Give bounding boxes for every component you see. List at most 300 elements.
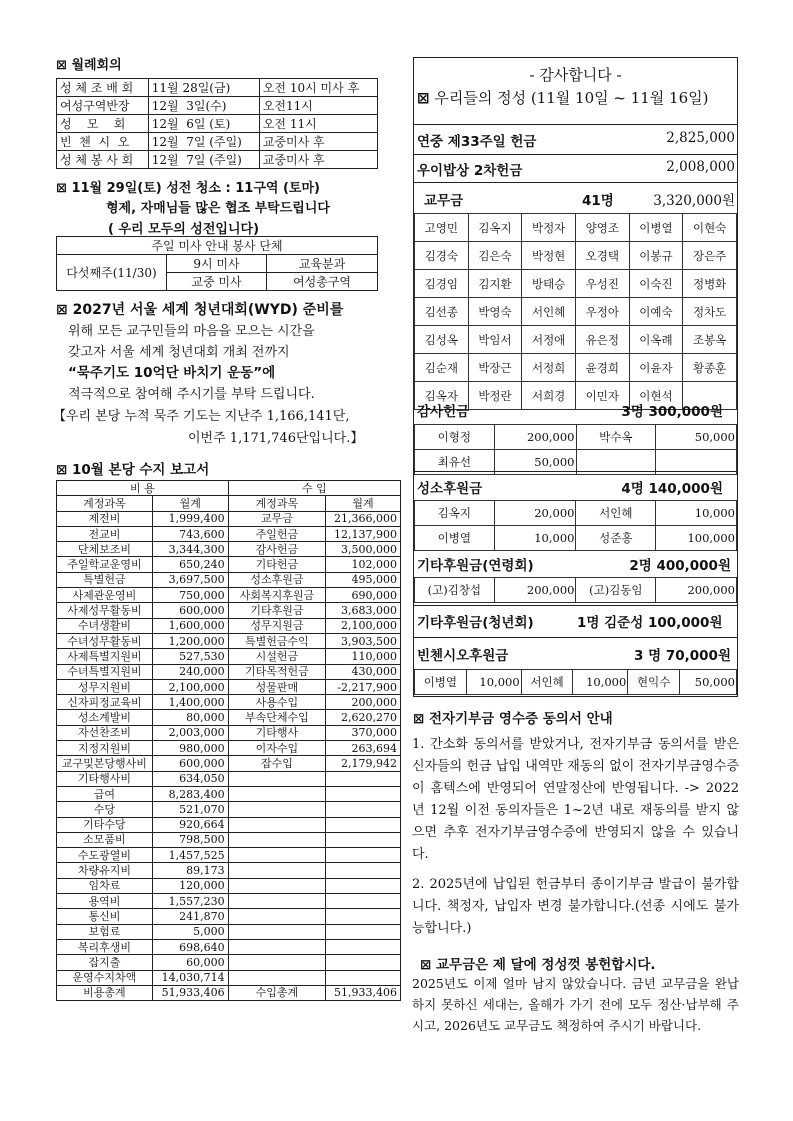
expense-item: 성무지원비 bbox=[57, 679, 153, 694]
donor-name: 이병열 bbox=[415, 670, 467, 695]
donor-amount: 10,000 bbox=[494, 526, 576, 551]
expense-amount: 2,100,000 bbox=[152, 679, 228, 694]
total-income-label: 수입총계 bbox=[228, 985, 325, 1000]
donor-name: 이현석 bbox=[629, 382, 683, 410]
expense-amount: 89,173 bbox=[152, 863, 228, 878]
donor-name: 박임서 bbox=[468, 326, 522, 354]
donor-name: 우정아 bbox=[575, 298, 629, 326]
income-item: 잡수입 bbox=[228, 756, 325, 771]
table-row bbox=[57, 741, 401, 756]
table-row bbox=[57, 588, 401, 603]
income-amount: 3,683,000 bbox=[326, 603, 401, 618]
donor-name: 박정현 bbox=[522, 242, 576, 270]
donor-name: 서희경 bbox=[522, 382, 576, 410]
income-amount bbox=[326, 802, 401, 817]
income-item: 시설헌금 bbox=[228, 649, 325, 664]
meeting-group: 성 체 봉 사 회 bbox=[57, 151, 149, 169]
donor-name: 성준홍 bbox=[576, 526, 656, 551]
table-row bbox=[57, 832, 401, 847]
donor-name: 박장근 bbox=[468, 354, 522, 382]
meeting-row bbox=[57, 133, 378, 151]
expense-amount: 634,050 bbox=[152, 771, 228, 786]
expense-amount: 980,000 bbox=[152, 741, 228, 756]
expense-item: 수녀특별지원비 bbox=[57, 664, 153, 679]
expense-amount: 2,003,000 bbox=[152, 725, 228, 740]
receipt-title: ⊠ 전자기부금 영수증 동의서 안내 bbox=[413, 711, 613, 727]
income-item bbox=[228, 970, 325, 985]
bullet-icon: ⊠ bbox=[56, 302, 68, 318]
table-row bbox=[57, 649, 401, 664]
income-item: 이자수입 bbox=[228, 741, 325, 756]
donor-name: 이윤자 bbox=[629, 354, 683, 382]
table-row bbox=[57, 679, 401, 694]
income-amount: 2,620,270 bbox=[326, 710, 401, 725]
expense-amount: 1,557,230 bbox=[152, 894, 228, 909]
donor-name: 김경임 bbox=[415, 270, 469, 298]
yeonjung-row: 연중 제33주일 헌금 2,825,000 bbox=[417, 130, 735, 150]
table-row bbox=[57, 756, 401, 771]
expense-amount: 600,000 bbox=[152, 603, 228, 618]
income-item: 기타헌금 bbox=[228, 557, 325, 572]
expense-amount: 750,000 bbox=[152, 588, 228, 603]
meeting-group: 성 체 조 배 회 bbox=[57, 79, 149, 97]
income-amount: 3,903,500 bbox=[326, 633, 401, 648]
donor-name: 김선종 bbox=[415, 298, 469, 326]
expense-item: 소모품비 bbox=[57, 832, 153, 847]
donor-name: 황종훈 bbox=[683, 354, 737, 382]
donor-name: 김옥지 bbox=[415, 501, 495, 526]
donor-name: 최유선 bbox=[415, 450, 495, 475]
receipt-paragraph-2: 2. 2025년에 납입된 헌금부터 종이기부금 발급이 불가합니다. 책정자, 납입자 변경 불가합니다.(선종 시에도 불가능합니다.) bbox=[412, 877, 739, 936]
donor-name: 박영숙 bbox=[468, 298, 522, 326]
donor-row bbox=[415, 670, 737, 695]
income-item bbox=[228, 771, 325, 786]
expense-amount: 120,000 bbox=[152, 878, 228, 893]
donor-amount: 100,000 bbox=[656, 526, 737, 551]
table-row bbox=[57, 848, 401, 863]
expense-item: 신자피정교육비 bbox=[57, 695, 153, 710]
meeting-section-title: ⊠ 월례회의 bbox=[56, 58, 122, 73]
income-item bbox=[228, 909, 325, 924]
meeting-row bbox=[57, 97, 378, 115]
meeting-group: 성 모 회 bbox=[57, 115, 149, 133]
donor-name: 장은주 bbox=[683, 242, 737, 270]
meeting-row bbox=[57, 115, 378, 133]
cleaning-line3: ( 우리 모두의 성전입니다) bbox=[108, 222, 260, 237]
donor-name: 이숙진 bbox=[629, 270, 683, 298]
expense-item: 수녀성무활동비 bbox=[57, 633, 153, 648]
donor-name: 김옥자 bbox=[415, 382, 469, 410]
table-row bbox=[57, 817, 401, 832]
income-amount bbox=[326, 863, 401, 878]
vincent-table bbox=[414, 669, 737, 695]
income-item: 기타후원금 bbox=[228, 603, 325, 618]
income-item bbox=[228, 817, 325, 832]
income-item: 교무금 bbox=[228, 511, 325, 526]
donor-name: 서정희 bbox=[522, 354, 576, 382]
name-row bbox=[415, 270, 737, 298]
expense-item: 임차료 bbox=[57, 878, 153, 893]
table-row bbox=[57, 786, 401, 801]
thanks-title: - 감사합니다 - bbox=[529, 66, 622, 84]
donor-name: 이민자 bbox=[575, 382, 629, 410]
donor-name: 우성진 bbox=[575, 270, 629, 298]
bullet-icon: ⊠ bbox=[56, 181, 67, 196]
expense-item: 보험료 bbox=[57, 924, 153, 939]
expense-item: 성소계발비 bbox=[57, 710, 153, 725]
table-row bbox=[57, 878, 401, 893]
wyd-count-line2: 이번주 1,171,746단입니다.】 bbox=[188, 431, 364, 446]
table-row bbox=[57, 633, 401, 648]
expense-item: 수도광열비 bbox=[57, 848, 153, 863]
income-item bbox=[228, 802, 325, 817]
table-row bbox=[57, 572, 401, 587]
total-income-value: 51,933,406 bbox=[326, 985, 401, 1000]
gamsa-table bbox=[414, 424, 737, 475]
donor-name: 김순재 bbox=[415, 354, 469, 382]
income-item bbox=[228, 878, 325, 893]
donor-name: 유은정 bbox=[575, 326, 629, 354]
income-item bbox=[228, 848, 325, 863]
donor-name: 이옥례 bbox=[629, 326, 683, 354]
expense-item: 차량유지비 bbox=[57, 863, 153, 878]
meeting-time: 교중미사 후 bbox=[259, 133, 377, 151]
donor-amount: 50,000 bbox=[680, 670, 737, 695]
donor-name: 윤경희 bbox=[575, 354, 629, 382]
service-mass2: 교중 미사 bbox=[167, 273, 267, 291]
income-item: 성물판매 bbox=[228, 679, 325, 694]
meeting-table bbox=[56, 78, 378, 169]
income-amount bbox=[326, 786, 401, 801]
income-item bbox=[228, 955, 325, 970]
donor-amount: 20,000 bbox=[494, 501, 576, 526]
table-row bbox=[57, 695, 401, 710]
receipt-paragraph-1: 1. 간소화 동의서를 받았거나, 전자기부금 동의서를 받은 신자들의 헌금 납입 내역만 재동의 없이 전자기부금영수증이 홈텍스에 반영되어 연말정산에 반영됩니다. -> 2022년 12월 이전 동의자들은 1~2년 내로 재동의를 받지 않으면 추후 전자기부금영수증에 반영되지 않을 수 있습니다. bbox=[412, 737, 739, 862]
expense-item: 자선찬조비 bbox=[57, 725, 153, 740]
expense-amount: 527,530 bbox=[152, 649, 228, 664]
table-row bbox=[57, 557, 401, 572]
table-row bbox=[57, 939, 401, 954]
donor-name: 조봉옥 bbox=[683, 326, 737, 354]
dues-title: ⊠ 교무금은 제 달에 정성껏 봉헌합시다. bbox=[420, 957, 656, 973]
expense-amount: 650,240 bbox=[152, 557, 228, 572]
meeting-time: 교중미사 후 bbox=[259, 151, 377, 169]
dues-body: 2025년도 이제 얼마 남지 않았습니다. 금년 교무금을 완납하지 못하신 세대는, 올해가 가기 전에 모두 정산·납부해 주시고, 2026년도 교무금도 책정하여 주시기 바랍니다. bbox=[412, 976, 739, 1033]
service-header: 주일 미사 안내 봉사 단체 bbox=[57, 237, 378, 255]
income-amount bbox=[326, 909, 401, 924]
income-item: 주일헌금 bbox=[228, 526, 325, 541]
income-header: 수 입 bbox=[228, 481, 400, 496]
expense-amount: 743,600 bbox=[152, 526, 228, 541]
expense-amount: 14,030,714 bbox=[152, 970, 228, 985]
income-item bbox=[228, 786, 325, 801]
income-amount bbox=[326, 970, 401, 985]
donor-name: 김은숙 bbox=[468, 242, 522, 270]
income-item: 성소후원금 bbox=[228, 572, 325, 587]
expense-item: 특별헌금 bbox=[57, 572, 153, 587]
expense-amount: 241,870 bbox=[152, 909, 228, 924]
table-row bbox=[57, 725, 401, 740]
expense-item: 용역비 bbox=[57, 894, 153, 909]
income-amount: 495,000 bbox=[326, 572, 401, 587]
col-item: 계정과목 bbox=[228, 496, 325, 511]
expense-amount: 3,697,500 bbox=[152, 572, 228, 587]
expense-item: 잡지출 bbox=[57, 955, 153, 970]
income-amount bbox=[326, 955, 401, 970]
kyomu-names-table bbox=[414, 213, 737, 410]
income-item: 기타목적헌금 bbox=[228, 664, 325, 679]
meeting-time: 오전 11시 bbox=[259, 115, 377, 133]
donor-amount: 50,000 bbox=[656, 425, 737, 450]
expense-amount: 3,344,300 bbox=[152, 542, 228, 557]
finance-table bbox=[56, 480, 401, 1001]
income-amount: 21,366,000 bbox=[326, 511, 401, 526]
meeting-date: 12월 3일(수) bbox=[148, 97, 259, 115]
table-row bbox=[57, 771, 401, 786]
wyd-title: ⊠ 2027년 서울 세계 청년대회(WYD) 준비를 bbox=[56, 302, 344, 318]
wyd-body: 위해 모든 교구민들의 마음을 모으는 시간을 갖고자 서울 세계 청년대회 개최 전까지 “묵주기도 10억단 바치기 운동”에 적극적으로 참여해 주시기를 부탁 드립니다. bbox=[68, 324, 315, 402]
thanks-panel: - 감사합니다 - ⊠ 우리들의 정성 (11월 10일 ~ 11월 16일) 연중 제33주일 헌금 2,825,000 우이밥상 2차헌금 2,008,000 교무금 41명 3,320,000원 고영민 김옥지 박정자 양영조 이병열 이현숙 김경숙 김은숙 박정현 오경택 이봉규 장은주 김경임 김지환 방태승 우성진 이숙진 정병화 김선종 박영숙 서인혜 우정아 이예숙 정차도 김성옥 박임서 서정애 유은정 이옥례 조봉옥 김순재 박장근 서정희 윤경희 이윤자 황종훈 김옥자 박정란 서희경 이민자 이현석 감사헌금 3명 300,000원 이형정 200,000 박수옥 50,000 최유선 50,000 성소후원금 4명 140,000원 김옥지 20,000 서인혜 10,000 이병열 10,000 성준홍 100,000 기타후원금(연령회) 2명 400,000원 (고)김창섭 200,000 (고)김동임 200,000 기타후원금(청년회) 1명 김준성 100,000원 빈첸시오후원금 3 명 70,000원 이병열 10,000 서인혜 10,000 현익수 50,000 bbox=[413, 57, 738, 697]
donor-row bbox=[415, 425, 737, 450]
donor-name: 박정자 bbox=[522, 214, 576, 242]
bullet-icon: ⊠ bbox=[417, 89, 430, 107]
name-row bbox=[415, 298, 737, 326]
income-amount bbox=[326, 832, 401, 847]
donor-name: 서정애 bbox=[522, 326, 576, 354]
table-row bbox=[57, 526, 401, 541]
donor-amount: 10,000 bbox=[573, 670, 628, 695]
col-month: 월계 bbox=[326, 496, 401, 511]
expense-item: 복리후생비 bbox=[57, 939, 153, 954]
donor-amount: 10,000 bbox=[656, 501, 737, 526]
expense-amount: 8,283,400 bbox=[152, 786, 228, 801]
meeting-date: 12월 7일 (주일) bbox=[148, 151, 259, 169]
expense-amount: 600,000 bbox=[152, 756, 228, 771]
expense-amount: 920,664 bbox=[152, 817, 228, 832]
income-amount bbox=[326, 939, 401, 954]
service-table bbox=[56, 236, 378, 291]
expense-amount: 1,400,000 bbox=[152, 695, 228, 710]
income-item: 특별헌금수익 bbox=[228, 633, 325, 648]
donor-name: 이예숙 bbox=[629, 298, 683, 326]
expense-item: 전교비 bbox=[57, 526, 153, 541]
table-row bbox=[57, 894, 401, 909]
income-amount bbox=[326, 878, 401, 893]
meeting-time: 오전 10시 미사 후 bbox=[259, 79, 377, 97]
donor-amount: 50,000 bbox=[494, 450, 576, 475]
meeting-date: 11월 28일(금) bbox=[148, 79, 259, 97]
donor-name: 박정란 bbox=[468, 382, 522, 410]
income-item: 감사헌금 bbox=[228, 542, 325, 557]
income-amount: 12,137,900 bbox=[326, 526, 401, 541]
expense-item: 사제특별지원비 bbox=[57, 649, 153, 664]
income-item: 사회복지후원금 bbox=[228, 588, 325, 603]
expense-item: 급여 bbox=[57, 786, 153, 801]
total-expense-label: 비용총계 bbox=[57, 985, 153, 1000]
table-row bbox=[57, 511, 401, 526]
income-amount bbox=[326, 771, 401, 786]
expense-item: 통신비 bbox=[57, 909, 153, 924]
expense-item: 사제성무활동비 bbox=[57, 603, 153, 618]
expense-item: 수당 bbox=[57, 802, 153, 817]
donor-name: 정차도 bbox=[683, 298, 737, 326]
donor-row bbox=[415, 501, 737, 526]
donor-row bbox=[415, 526, 737, 551]
income-amount: 690,000 bbox=[326, 588, 401, 603]
meeting-row bbox=[57, 79, 378, 97]
income-amount: -2,217,900 bbox=[326, 679, 401, 694]
expense-item: 교구및본당행사비 bbox=[57, 756, 153, 771]
service-group1: 교육분과 bbox=[267, 255, 378, 273]
donor-name: 서인혜 bbox=[521, 670, 573, 695]
income-item: 부속단체수입 bbox=[228, 710, 325, 725]
donor-name: 이병열 bbox=[415, 526, 495, 551]
bullet-icon: ⊠ bbox=[56, 462, 68, 478]
donor-amount: 200,000 bbox=[494, 578, 576, 603]
meeting-time: 오전11시 bbox=[259, 97, 377, 115]
cleaning-line2: 형제, 자매님들 많은 협조 부탁드립니다 bbox=[106, 201, 330, 216]
donor-name: 이형정 bbox=[415, 425, 495, 450]
income-amount bbox=[326, 817, 401, 832]
table-row bbox=[57, 603, 401, 618]
bullet-icon: ⊠ bbox=[56, 58, 67, 73]
donor-name: 서인혜 bbox=[576, 501, 656, 526]
donor-name: 이봉규 bbox=[629, 242, 683, 270]
expense-amount: 5,000 bbox=[152, 924, 228, 939]
donor-name: 박수옥 bbox=[576, 425, 656, 450]
donor-name: 김지환 bbox=[468, 270, 522, 298]
donor-amount: 10,000 bbox=[466, 670, 521, 695]
col-item: 계정과목 bbox=[57, 496, 153, 511]
bullet-icon: ⊠ bbox=[413, 711, 425, 727]
income-item bbox=[228, 924, 325, 939]
expense-amount: 798,500 bbox=[152, 832, 228, 847]
table-row bbox=[57, 542, 401, 557]
total-expense-value: 51,933,406 bbox=[152, 985, 228, 1000]
table-row bbox=[57, 710, 401, 725]
meeting-row bbox=[57, 151, 378, 169]
donor-name: 오경택 bbox=[575, 242, 629, 270]
income-amount: 430,000 bbox=[326, 664, 401, 679]
expense-amount: 1,200,000 bbox=[152, 633, 228, 648]
donor-name: 김경숙 bbox=[415, 242, 469, 270]
table-row bbox=[57, 909, 401, 924]
expense-item: 제전비 bbox=[57, 511, 153, 526]
expense-amount: 698,640 bbox=[152, 939, 228, 954]
expense-item: 지정지원비 bbox=[57, 741, 153, 756]
income-item bbox=[228, 894, 325, 909]
donor-name: 현익수 bbox=[628, 670, 680, 695]
expense-amount: 1,600,000 bbox=[152, 618, 228, 633]
expense-item: 기타행사비 bbox=[57, 771, 153, 786]
expense-header: 비 용 bbox=[57, 481, 229, 496]
donor-name: (고)김창섭 bbox=[415, 578, 495, 603]
table-row bbox=[57, 955, 401, 970]
expense-item: 운영수지차액 bbox=[57, 970, 153, 985]
meeting-group: 빈 첸 시 오 bbox=[57, 133, 149, 151]
expense-amount: 1,457,525 bbox=[152, 848, 228, 863]
income-amount: 2,179,942 bbox=[326, 756, 401, 771]
income-amount: 110,000 bbox=[326, 649, 401, 664]
donor-name: 방태승 bbox=[522, 270, 576, 298]
expense-item: 단체보조비 bbox=[57, 542, 153, 557]
expense-amount: 1,999,400 bbox=[152, 511, 228, 526]
meeting-date: 12월 6일 (토) bbox=[148, 115, 259, 133]
income-amount bbox=[326, 924, 401, 939]
expense-item: 사제관운영비 bbox=[57, 588, 153, 603]
income-item bbox=[228, 832, 325, 847]
rice-row: 우이밥상 2차헌금 2,008,000 bbox=[417, 159, 735, 179]
income-amount: 3,500,000 bbox=[326, 542, 401, 557]
table-row bbox=[57, 664, 401, 679]
service-mass1: 9시 미사 bbox=[167, 255, 267, 273]
thanks-subtitle: ⊠ 우리들의 정성 (11월 10일 ~ 11월 16일) bbox=[417, 89, 709, 107]
expense-amount: 80,000 bbox=[152, 710, 228, 725]
donor-name: 양영조 bbox=[575, 214, 629, 242]
expense-item: 수녀생활비 bbox=[57, 618, 153, 633]
income-item: 사용수입 bbox=[228, 695, 325, 710]
finance-total-row bbox=[57, 985, 401, 1000]
name-row bbox=[415, 326, 737, 354]
name-row bbox=[415, 354, 737, 382]
income-item bbox=[228, 863, 325, 878]
donor-name: 이병열 bbox=[629, 214, 683, 242]
table-row bbox=[57, 970, 401, 985]
income-amount: 370,000 bbox=[326, 725, 401, 740]
donor-name: 정병화 bbox=[683, 270, 737, 298]
expense-item: 주일학교운영비 bbox=[57, 557, 153, 572]
table-row bbox=[57, 618, 401, 633]
table-row bbox=[57, 802, 401, 817]
expense-item: 기타수당 bbox=[57, 817, 153, 832]
expense-amount: 521,070 bbox=[152, 802, 228, 817]
donor-name: 서인혜 bbox=[522, 298, 576, 326]
donor-name: 김성옥 bbox=[415, 326, 469, 354]
expense-amount: 240,000 bbox=[152, 664, 228, 679]
income-amount: 200,000 bbox=[326, 695, 401, 710]
donor-amount: 200,000 bbox=[494, 425, 576, 450]
meeting-date: 12월 7일 (주일) bbox=[148, 133, 259, 151]
donor-name: (고)김동임 bbox=[576, 578, 656, 603]
name-row bbox=[415, 214, 737, 242]
cleaning-line1: ⊠ 11월 29일(토) 성전 청소 : 11구역 (토마) bbox=[56, 181, 320, 196]
service-week: 다섯째주(11/30) bbox=[57, 255, 167, 291]
service-group2: 여성총구역 bbox=[267, 273, 378, 291]
income-amount bbox=[326, 848, 401, 863]
yeollyeong-table bbox=[414, 577, 737, 603]
income-amount: 263,694 bbox=[326, 741, 401, 756]
income-item bbox=[228, 939, 325, 954]
donor-row bbox=[415, 578, 737, 603]
col-month: 월계 bbox=[152, 496, 228, 511]
wyd-count-line1: 【우리 본당 누적 묵주 기도는 지난주 1,166,141단, bbox=[53, 409, 350, 424]
name-row bbox=[415, 242, 737, 270]
seongso-table bbox=[414, 500, 737, 551]
donor-amount: 200,000 bbox=[656, 578, 737, 603]
finance-title: ⊠ 10월 본당 수지 보고서 bbox=[56, 462, 210, 478]
donor-name: 김옥지 bbox=[468, 214, 522, 242]
expense-amount: 60,000 bbox=[152, 955, 228, 970]
income-amount bbox=[326, 894, 401, 909]
donor-name: 이현숙 bbox=[683, 214, 737, 242]
donor-name: 고영민 bbox=[415, 214, 469, 242]
bullet-icon: ⊠ bbox=[420, 957, 432, 973]
income-item: 기타행사 bbox=[228, 725, 325, 740]
income-item: 성무지원금 bbox=[228, 618, 325, 633]
meeting-group: 여성구역반장 bbox=[57, 97, 149, 115]
table-row bbox=[57, 863, 401, 878]
table-row bbox=[57, 924, 401, 939]
